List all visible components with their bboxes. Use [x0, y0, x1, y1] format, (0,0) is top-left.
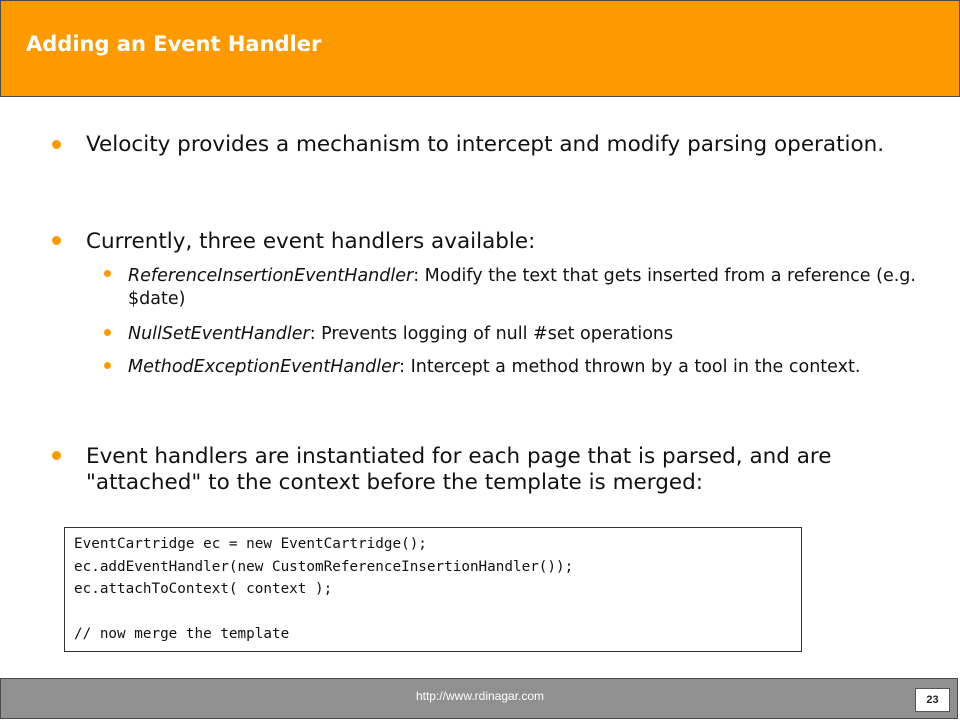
handler-name-1: ReferenceInsertionEventHandler: [128, 266, 414, 286]
sub-bullet-icon: [104, 329, 111, 336]
bullet-text-1: Velocity provides a mechanism to intercept and modify parsing operation.: [86, 132, 885, 157]
handler-name-2: NullSetEventHandler: [128, 324, 310, 344]
handler-desc-3: : Intercept a method thrown by a tool in the context.: [399, 357, 861, 377]
slide-title: Adding an Event Handler: [26, 32, 322, 56]
code-line-3: ec.attachToContext( context );: [74, 581, 333, 597]
sub-bullet-2: [128, 323, 928, 346]
handler-desc-2: : Prevents logging of null #set operations: [309, 324, 674, 344]
bullet-icon: [52, 451, 61, 460]
handler-name-3: MethodExceptionEventHandler: [128, 357, 400, 377]
sub-bullet-icon: [104, 270, 111, 277]
code-block: [64, 527, 802, 652]
sub-bullet-3: [128, 356, 928, 379]
code-line-4: // now merge the template: [74, 626, 290, 642]
code-line-1: EventCartridge ec = new EventCartridge();: [74, 536, 427, 552]
page-number: 23: [915, 688, 950, 712]
sub-bullet-1: [128, 265, 928, 311]
bullet-icon: [52, 140, 61, 149]
handler-desc-1: : Modify the text that gets inserted from a reference (e.g. $date): [128, 266, 916, 309]
code-line-2: ec.addEventHandler(new CustomReferenceInsertionHandler());: [74, 559, 574, 575]
bullet-text-3: Event handlers are instantiated for each page that is parsed, and are "attached" to the context before the template is merged:: [86, 444, 832, 495]
bullet-icon: [52, 236, 61, 245]
sub-bullet-icon: [104, 362, 111, 369]
footer-url[interactable]: http://www.rdinagar.com: [415, 689, 545, 703]
bullet-text-2: Currently, three event handlers available:: [86, 229, 536, 254]
